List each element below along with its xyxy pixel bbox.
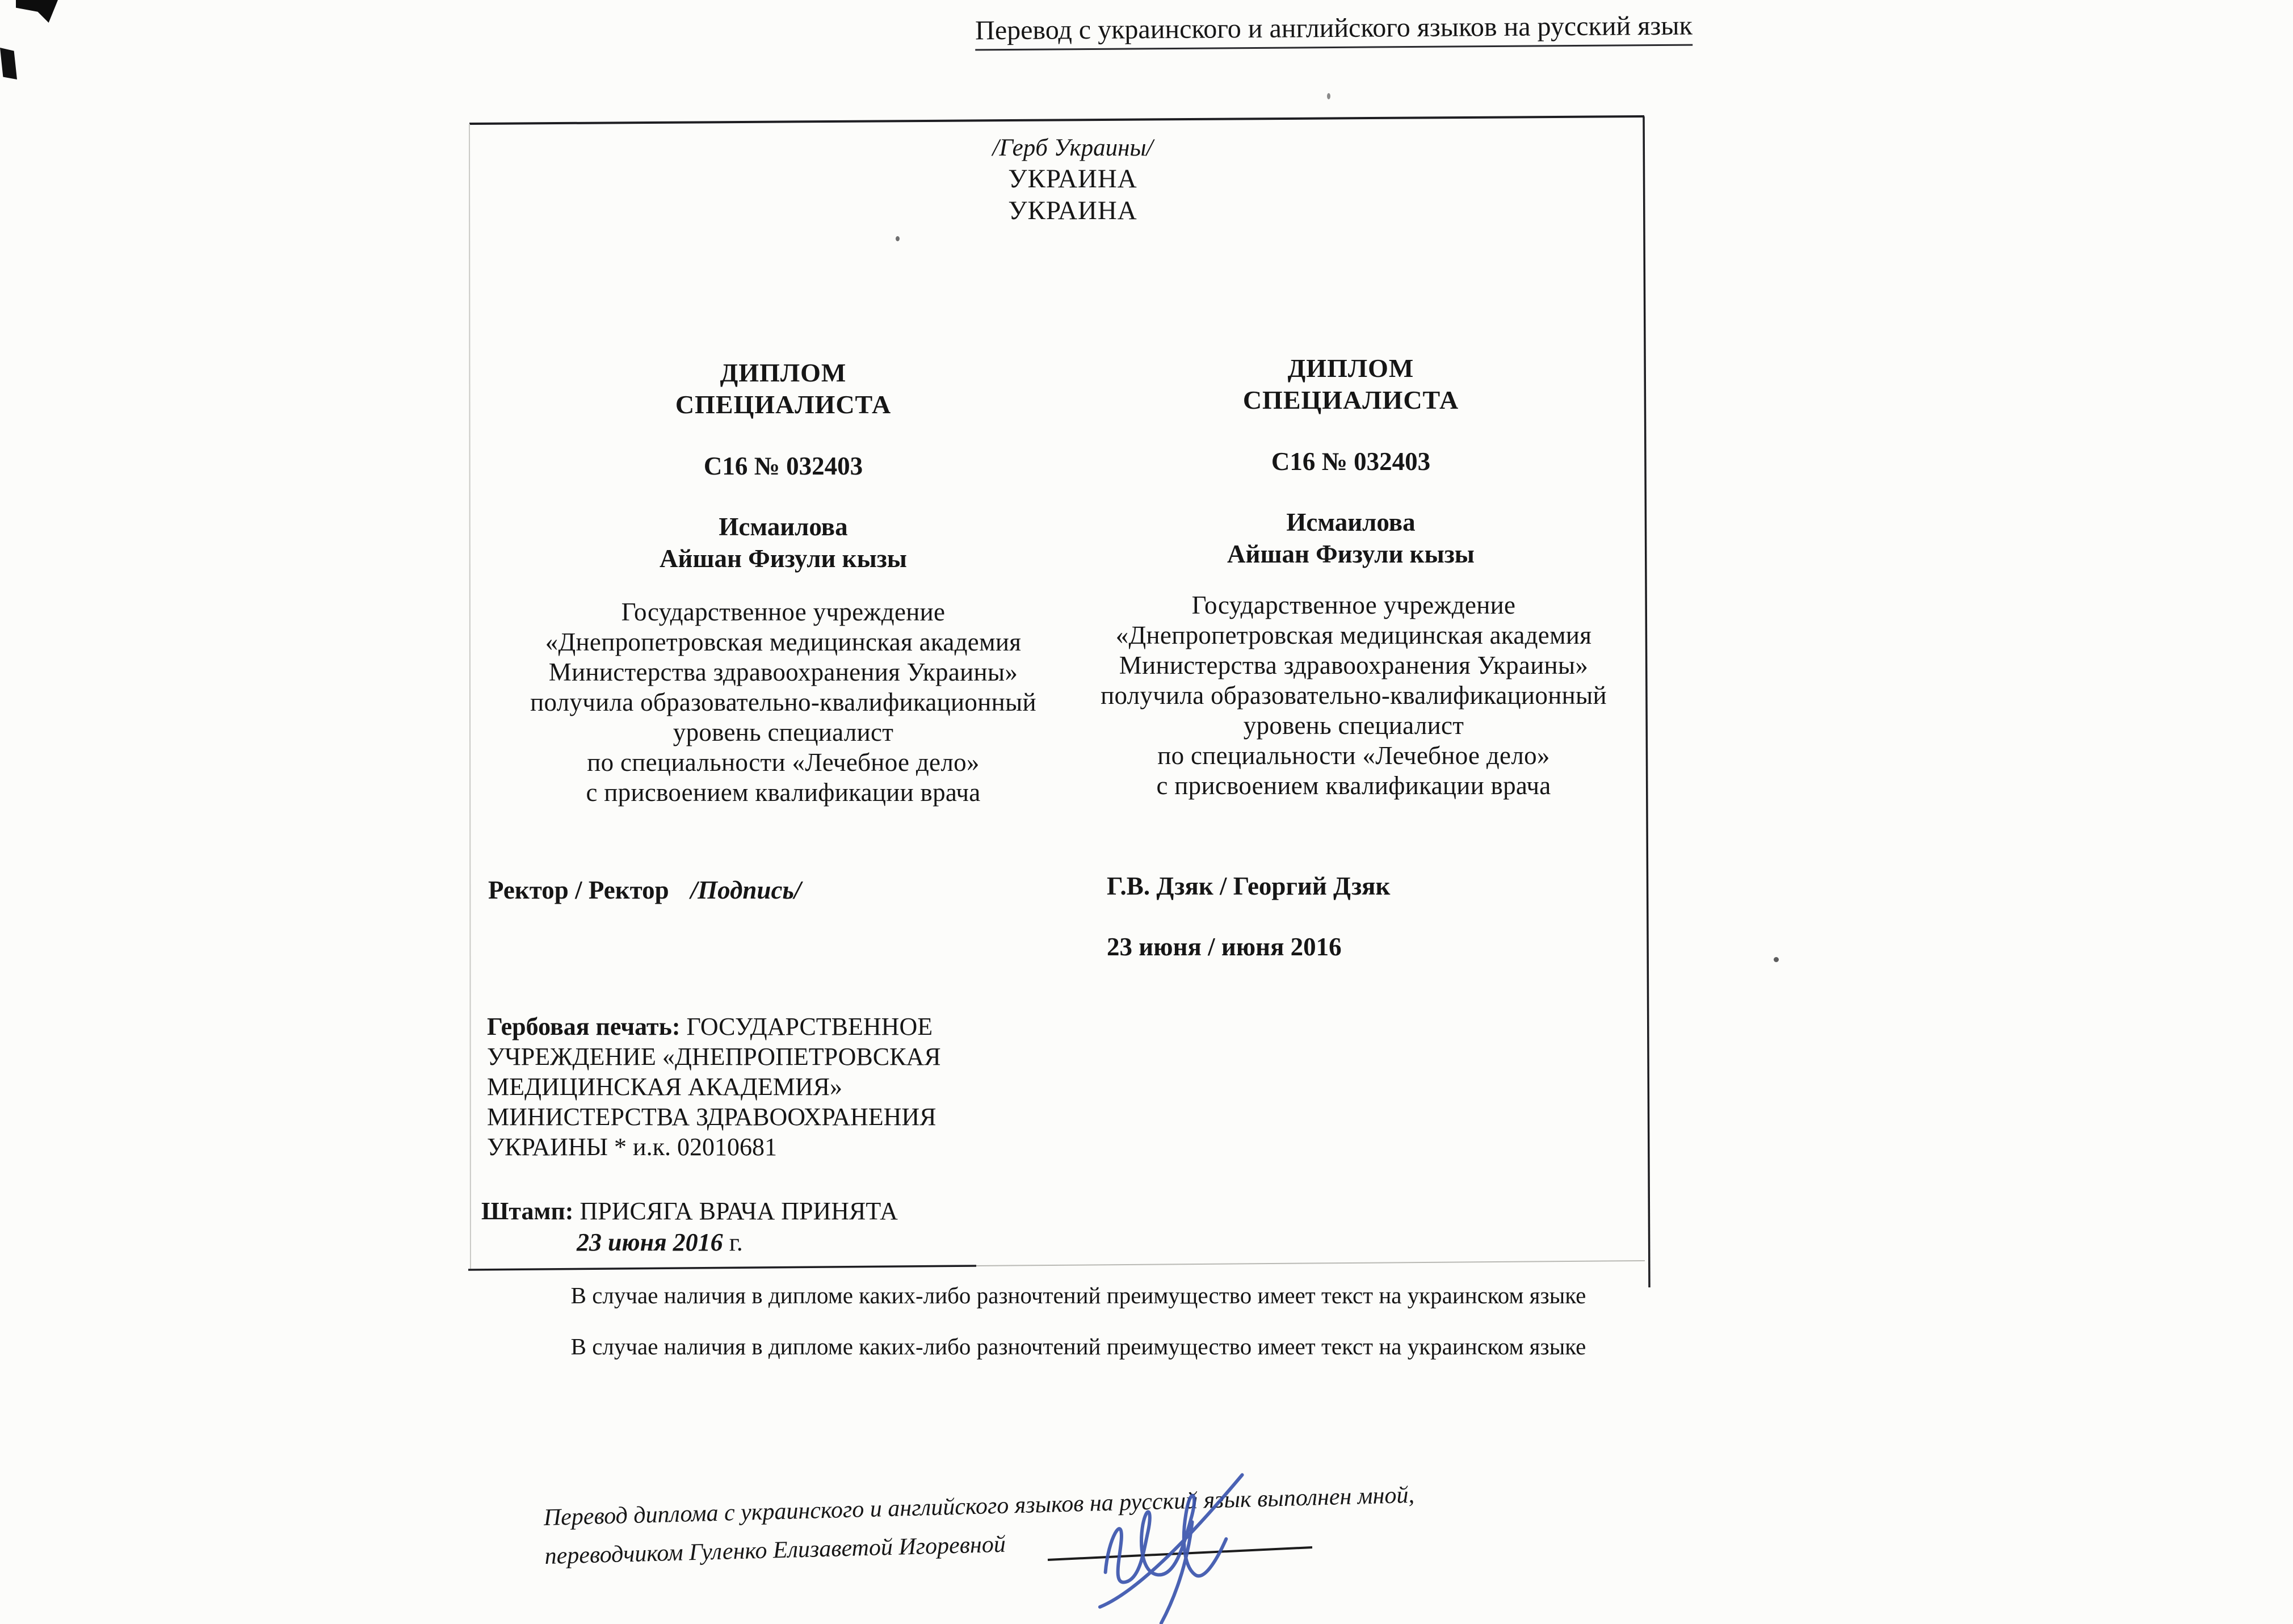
right-diploma-title-line1: ДИПЛОМ: [1287, 354, 1414, 383]
right-body-line: с присвоением квалификации врача: [1156, 771, 1551, 800]
stamp-date: [577, 1228, 743, 1257]
seal-line: [487, 1012, 1066, 1042]
left-diploma-title-line1: ДИПЛОМ: [720, 358, 847, 387]
stamp-label: Штамп:: [481, 1197, 574, 1225]
right-body-line: Министерства здравоохранения Украины»: [1119, 651, 1589, 679]
stamp-date-suffix: г.: [723, 1228, 743, 1256]
right-body-line: Государственное учреждение: [1191, 591, 1516, 619]
certification-line-1: Перевод диплома с украинского и английского языков на русский язык выполнен мной,: [543, 1482, 1415, 1531]
right-body-line: по специальности «Лечебное дело»: [1157, 741, 1550, 770]
right-body-paragraph: [1067, 590, 1640, 801]
right-holder-surname: Исмаилова: [1286, 508, 1416, 536]
rector-label: Ректор / Ректор: [488, 876, 669, 904]
country-name-russian: УКРАИНА: [1008, 196, 1137, 225]
disclaimer-line-1: В случае наличия в дипломе каких-либо разночтений преимущество имеет текст на украинском языке: [570, 1282, 1586, 1308]
right-body-line: уровень специалист: [1243, 711, 1464, 740]
emblem-note: /Герб Украины/: [992, 135, 1153, 161]
left-holder-surname: Исмаилова: [719, 513, 848, 541]
left-body-line: по специальности «Лечебное дело»: [587, 748, 980, 777]
translator-certification: [543, 1470, 1623, 1576]
left-body-line: получила образовательно-квалификационный: [530, 688, 1036, 716]
left-body-line: «Днепропетровская медицинская академия: [545, 628, 1022, 656]
rector-name: Г.В. Дзяк / Георгий Дзяк: [1107, 872, 1391, 900]
left-diploma-number: С16 № 032403: [703, 452, 863, 480]
scan-speck: [896, 236, 900, 241]
rector-signature-row: [488, 875, 801, 905]
right-holder-given-names: Айшан Физули кызы: [1227, 540, 1475, 568]
stamp-transcription: [481, 1197, 898, 1226]
right-diploma-title-line2: СПЕЦИАЛИСТА: [1242, 385, 1459, 414]
seal-transcription: [487, 1012, 1066, 1162]
signature-placeholder-note: /Подпись/: [690, 876, 801, 904]
left-body-line: Государственное учреждение: [621, 598, 946, 626]
stamp-text: ПРИСЯГА ВРАЧА ПРИНЯТА: [579, 1197, 898, 1225]
scan-speck: [1327, 93, 1330, 99]
left-body-line: Министерства здравоохранения Украины»: [548, 658, 1018, 686]
country-name-ukrainian: УКРАИНА: [1008, 164, 1137, 194]
left-diploma-title-line2: СПЕЦИАЛИСТА: [675, 390, 892, 419]
seal-line: УЧРЕЖДЕНИЕ «ДНЕПРОПЕТРОВСКАЯ: [487, 1043, 941, 1071]
seal-line: МЕДИЦИНСКАЯ АКАДЕМИЯ»: [487, 1073, 842, 1101]
right-diploma-number: С16 № 032403: [1271, 447, 1431, 476]
page-title-text: Перевод с украинского и английского языков на русский язык: [975, 11, 1693, 51]
disclaimer-line-2: В случае наличия в дипломе каких-либо разночтений преимущество имеет текст на украинском языке: [570, 1333, 1586, 1359]
scan-artifact-edge: [0, 48, 17, 79]
seal-line-text: ГОСУДАРСТВЕННОЕ: [686, 1013, 933, 1040]
seal-label: Гербовая печать:: [487, 1013, 681, 1040]
scan-speck: [1774, 957, 1779, 962]
certification-line-2: переводчиком Гуленко Елизаветой Игоревной: [544, 1531, 1006, 1570]
page-title: [880, 9, 1788, 47]
scan-artifact-corner: [16, 0, 58, 23]
right-body-line: «Днепропетровская медицинская академия: [1115, 621, 1592, 649]
issue-date: 23 июня / июня 2016: [1107, 933, 1342, 961]
left-body-line: с присвоением квалификации врача: [586, 778, 981, 807]
left-holder-given-names: Айшан Физули кызы: [660, 544, 907, 573]
right-body-line: получила образовательно-квалификационный: [1101, 681, 1607, 710]
seal-line: УКРАИНЫ * и.к. 02010681: [487, 1133, 777, 1161]
left-body-line: уровень специалист: [673, 718, 894, 746]
stamp-date-value: 23 июня 2016: [577, 1228, 723, 1256]
left-body-paragraph: [499, 597, 1067, 808]
seal-line: МИНИСТЕРСТВА ЗДРАВООХРАНЕНИЯ: [487, 1103, 936, 1131]
